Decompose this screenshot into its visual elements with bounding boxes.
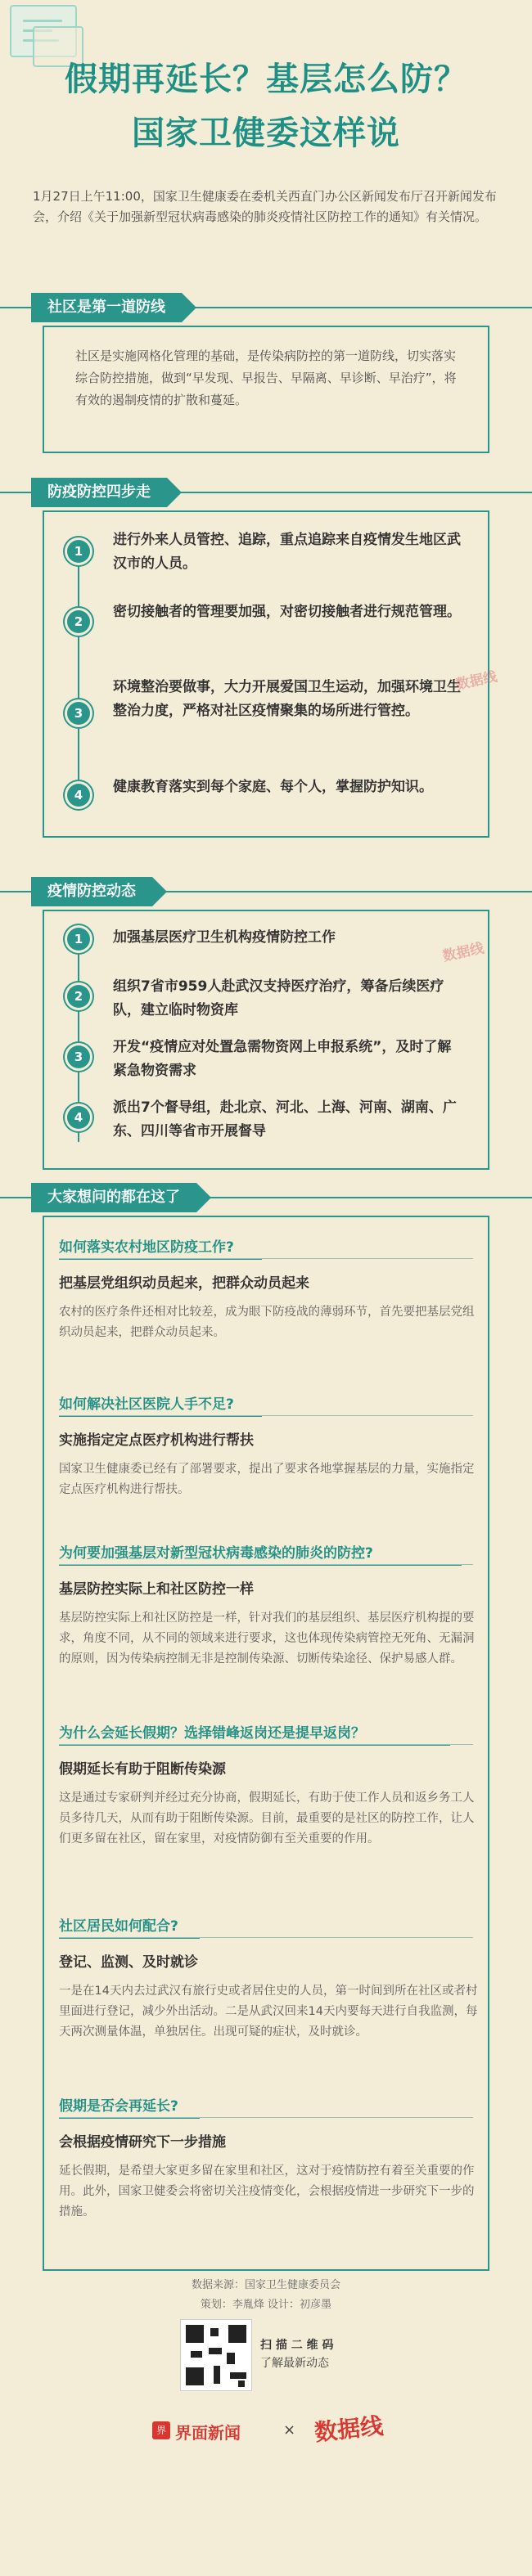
step-number-badge: 4 [67, 1106, 90, 1129]
page-title [0, 56, 532, 157]
section-title: 社区是第一道防线 [31, 293, 182, 322]
divider [59, 1564, 473, 1565]
section-card-community [43, 326, 489, 453]
qr-code-icon[interactable] [180, 2319, 252, 2391]
faq-question: 为何要加强基层对新型冠状病毒感染的肺炎的防控? [59, 1545, 373, 1562]
faq-question: 为什么会延长假期？选择错峰返岗还是提早返岗？ [59, 1725, 365, 1742]
section-title: 疫情防控动态 [31, 877, 152, 906]
faq-answer-body: 一是在14天内去过武汉有旅行史或者居住史的人员，第一时间到所在社区或者村里面进行登记，减少外出活动。二是从武汉回来14天内要每天进行自我监测，每天两次测量体温，单独居住。出现可疑的症状，及时就诊。 [59, 1985, 478, 2039]
data-source: 数据来源：国家卫生健康委员会 [191, 2279, 340, 2291]
section-header-faq [0, 1178, 532, 1217]
step-number-badge: 3 [67, 1045, 90, 1068]
page-title-line1: 假期再延长？基层怎么防？ [65, 61, 467, 98]
data-line-logo: 数据线 [313, 2412, 385, 2447]
faq-question: 假期是否会再延长? [59, 2098, 178, 2115]
step-number-badge: 4 [67, 784, 90, 807]
divider [59, 2117, 473, 2118]
section-title: 防疫防控四步走 [31, 478, 167, 507]
section-title: 大家想问的都在这了 [31, 1183, 196, 1212]
section-text: 社区是实施网格化管理的基础，是传染病防控的第一道防线，切实落实综合防控措施，做到“早发现、早报告、早隔离、早诊断、早治疗”，将有效的遏制疫情的扩散和蔓延。 [75, 348, 457, 407]
section-header-four-steps [0, 473, 532, 512]
stamp-logo: 数据线 [441, 940, 486, 965]
jiemian-logo-text: 界面新闻 [175, 2423, 241, 2443]
divider [59, 1744, 473, 1745]
step-number-badge: 3 [67, 702, 90, 725]
faq-question: 如何落实农村地区防疫工作? [59, 1239, 234, 1256]
divider [59, 1258, 473, 1259]
stamp-logo: 数据线 [454, 668, 499, 694]
faq-answer-headline: 基层防控实际上和社区防控一样 [59, 1581, 254, 1598]
intro-paragraph: 1月27日上午11:00，国家卫生健康委在委机关西直门办公区新闻发布厅召开新闻发布会，介绍《关于加强新型冠状病毒感染的肺炎疫情社区防控工作的通知》有关情况。 [33, 189, 497, 224]
faq-answer-headline: 假期延长有助于阻断传染源 [59, 1761, 226, 1778]
faq-answer-headline: 实施指定定点医疗机构进行帮扶 [59, 1432, 254, 1449]
section-header-dynamics [0, 872, 532, 911]
faq-answer-headline: 登记、监测、及时就诊 [59, 1954, 198, 1971]
faq-question: 社区居民如何配合? [59, 1918, 178, 1935]
faq-answer-body: 农村的医疗条件还相对比较差，成为眼下防疫战的薄弱环节，首先要把基层党组织动员起来，把群众动员起来。 [59, 1306, 475, 1339]
step-text: 健康教育落实到每个家庭、每个人，掌握防护知识。 [113, 779, 433, 795]
divider [59, 1937, 473, 1938]
step-text: 开发“疫情应对处置急需物资网上申报系统”，及时了解紧急物资需求 [113, 1039, 452, 1079]
divider [59, 1415, 473, 1416]
faq-answer-body: 延长假期，是希望大家更多留在家里和社区，这对于疫情防控有着至关重要的作用。此外，国家卫健委会将密切关注疫情变化，会根据疫情进一步研究下一步的措施。 [59, 2165, 475, 2219]
faq-answer-body: 国家卫生健康委已经有了部署要求，提出了要求各地掌握基层的力量，实施指定定点医疗机构进行帮扶。 [59, 1463, 475, 1496]
credits: 策划：李胤烽 设计：初彦墨 [200, 2299, 332, 2311]
page-title-line2: 国家卫健委这样说 [132, 115, 400, 152]
jiemian-logo-icon: 界 [152, 2421, 170, 2439]
step-text: 密切接触者的管理要加强，对密切接触者进行规范管理。 [113, 604, 461, 620]
step-text: 组织7省市959人赴武汉支持医疗治疗，筹备后续医疗队，建立临时物资库 [113, 978, 444, 1018]
scan-line1: 扫 描 二 维 码 [260, 2339, 334, 2352]
step-text: 加强基层医疗卫生机构疫情防控工作 [113, 929, 336, 946]
step-number-badge: 1 [67, 540, 90, 563]
section-header-community [0, 288, 532, 327]
faq-answer-body: 基层防控实际上和社区防控是一样，针对我们的基层组织、基层医疗机构提的要求，角度不同，从不同的领域来进行要求，这也体现传染病管控无死角、无漏洞的原则，因为传染病控制无非是控制传染源、切断传染途径、保护易感人群。 [59, 1612, 475, 1666]
step-number-badge: 2 [67, 610, 90, 633]
step-text: 环境整治要做事，大力开展爱国卫生运动，加强环境卫生整治力度，严格对社区疫情聚集的场所进行管控。 [113, 679, 461, 719]
scan-line2: 了解最新动态 [260, 2357, 329, 2370]
step-number-badge: 1 [67, 928, 90, 951]
faq-answer-headline: 把基层党组织动员起来，把群众动员起来 [59, 1275, 309, 1292]
step-text: 进行外来人员管控、追踪，重点追踪来自疫情发生地区武汉市的人员。 [113, 532, 461, 572]
times-symbol: × [283, 2421, 296, 2439]
step-number-badge: 2 [67, 985, 90, 1008]
timeline-line [78, 540, 79, 802]
faq-answer-body: 这是通过专家研判并经过充分协商，假期延长，有助于使工作人员和返乡务工人员多待几天，从而有助于阻断传染源。目前，最重要的是社区的防控工作，让人们更多留在社区，留在家里，对疫情防御有至关重要的作用。 [59, 1792, 475, 1845]
faq-answer-headline: 会根据疫情研究下一步措施 [59, 2134, 226, 2151]
scan-prompt [260, 2336, 334, 2372]
faq-question: 如何解决社区医院人手不足? [59, 1396, 234, 1413]
step-text: 派出7个督导组，赴北京、河北、上海、河南、湖南、广东、四川等省市开展督导 [113, 1099, 457, 1140]
